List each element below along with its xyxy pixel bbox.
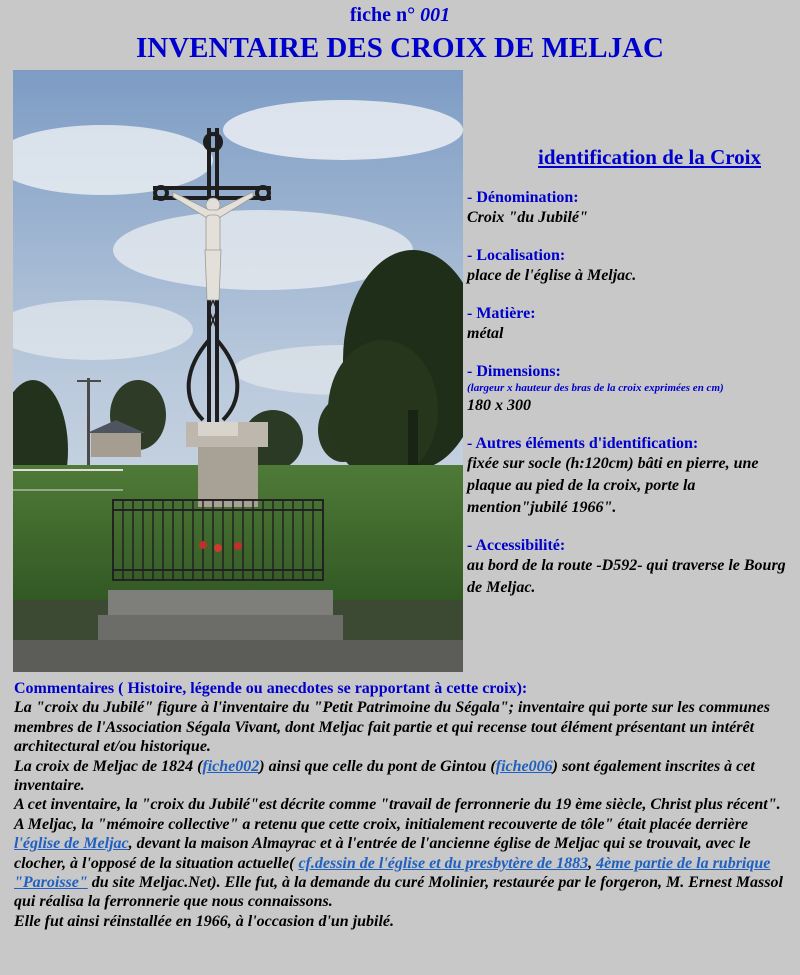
link-eglise-meljac[interactable]: l'église de Meljac — [14, 835, 129, 853]
comment-paragraph-3: A cet inventaire, la "croix du Jubilé"est décrite comme "travail de ferronnerie du 19 ème siècle, Christ plus récent". — [14, 796, 781, 814]
accessibilite-value: au bord de la route -D592- qui traverse le Bourg de Meljac. — [467, 557, 786, 596]
comment-paragraph-1: La "croix du Jubilé" figure à l'inventaire du "Petit Patrimoine du Ségala"; inventaire qui porte sur les communes membres de l'Association Ségala Vivant, dont Meljac fait partie et qui recense tout élément présentant un intérêt architectural et/ou historique. — [14, 699, 771, 756]
matiere-label: - Matière: — [467, 305, 536, 322]
denomination-value: Croix "du Jubilé" — [467, 209, 588, 226]
comment-p4-text-d: du site Meljac.Net). Elle fut, à la demande du curé Molinier, restaurée par le forgeron, M. Ernest Massol qui réalisa la ferronnerie que nous connaissons. — [14, 874, 783, 911]
link-dessin-1883[interactable]: cf.dessin de l'église et du presbytère de 1883 — [298, 854, 589, 872]
link-fiche006[interactable]: fiche006 — [495, 757, 553, 775]
fiche-number — [0, 4, 800, 27]
localisation-value: place de l'église à Meljac. — [467, 267, 637, 284]
page-title: INVENTAIRE DES CROIX DE MELJAC — [136, 32, 664, 64]
cross-photo-illustration — [13, 70, 463, 672]
comment-p4-text-c: , — [588, 854, 597, 872]
comment-p2-text-a: La croix de Meljac de 1824 ( — [14, 757, 203, 775]
link-fiche002[interactable]: fiche002 — [202, 757, 260, 775]
field-autres — [467, 434, 792, 519]
dimensions-note: (largeur x hauteur des bras de la croix exprimées en cm) — [467, 382, 724, 394]
field-localisation — [467, 246, 792, 287]
localisation-label: - Localisation: — [467, 247, 566, 264]
comment-p4-text-a: A Meljac, la "mémoire collective" a retenu que cette croix, initialement recouverte de tôle" était placée derrière — [14, 815, 749, 833]
comment-paragraph-2 — [14, 757, 794, 796]
identification-heading: identification de la Croix — [537, 145, 762, 169]
matiere-value: métal — [467, 325, 504, 342]
comment-p4-text-b: , devant la maison Almayrac et à l'entrée de l'ancienne église de Meljac qui se trouvait, avec le clocher, à l'opposé de la situation actuelle( — [14, 835, 751, 872]
denomination-label: - Dénomination: — [467, 189, 579, 206]
dimensions-value: 180 x 300 — [467, 397, 531, 414]
comments-heading: Commentaires ( Histoire, légende ou anecdotes se rapportant à cette croix): — [14, 680, 528, 697]
field-dimensions — [467, 362, 792, 417]
field-accessibilite — [467, 536, 792, 599]
field-denomination — [467, 188, 792, 229]
fiche-number-value: 001 — [420, 4, 451, 26]
fiche-prefix: fiche n° — [349, 4, 416, 26]
cross-photo — [13, 70, 463, 672]
link-paroisse[interactable]: 4ème partie de la rubrique "Paroisse" — [14, 854, 771, 892]
field-matiere — [467, 304, 792, 345]
dimensions-label: - Dimensions: — [467, 363, 561, 380]
comment-p2-text-b: ) ainsi que celle du pont de Gintou ( — [259, 757, 496, 775]
identification-panel — [467, 145, 792, 616]
autres-value: fixée sur socle (h:120cm) bâti en pierre, une plaque au pied de la croix, porte la mention"jubilé 1966". — [467, 455, 759, 516]
comment-paragraph-4 — [14, 815, 794, 912]
comment-paragraph-5: Elle fut ainsi réinstallée en 1966, à l'occasion d'un jubilé. — [14, 912, 395, 930]
comments-section — [14, 679, 794, 931]
comment-p2-text-c: ) sont également inscrites à cet inventaire. — [14, 757, 755, 795]
accessibilite-label: - Accessibilité: — [467, 537, 566, 554]
autres-label: - Autres éléments d'identification: — [467, 435, 699, 452]
